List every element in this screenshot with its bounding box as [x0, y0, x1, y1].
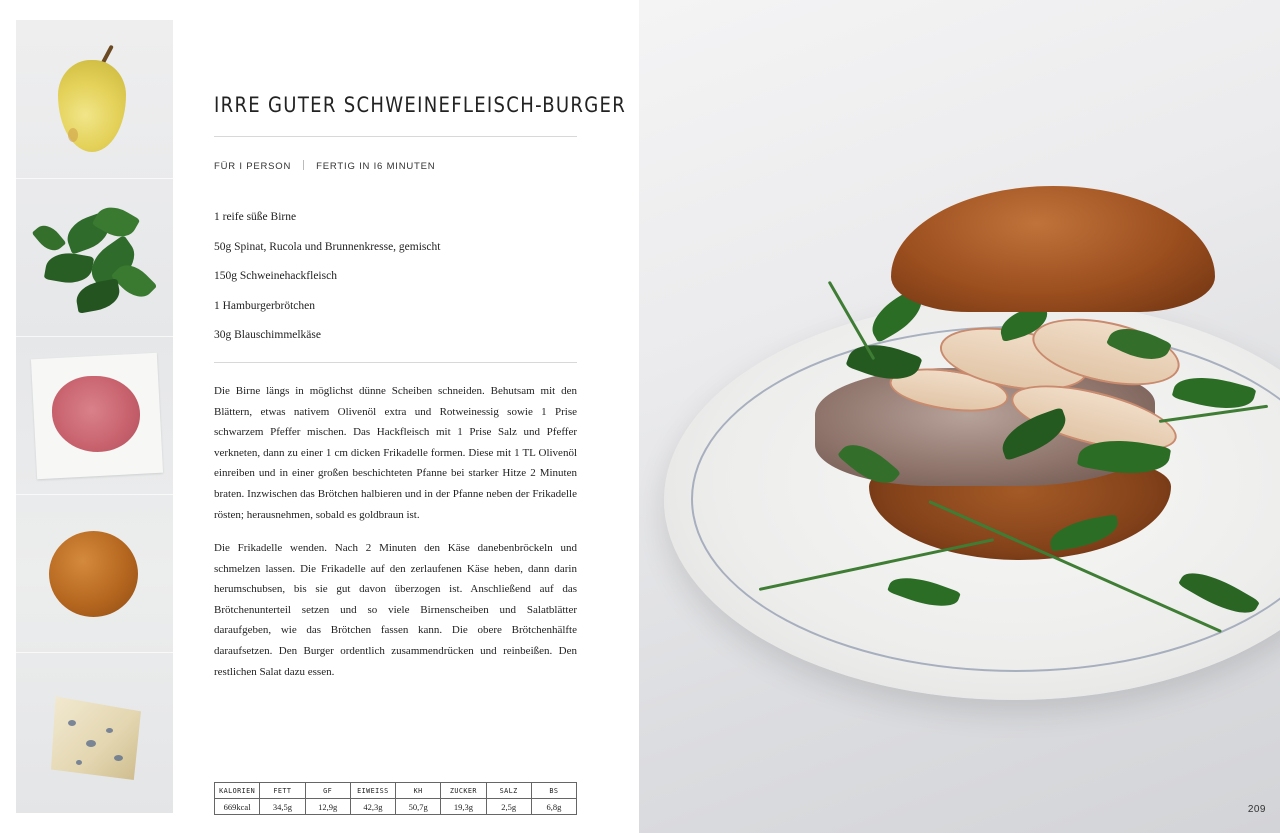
- nutrition-value: 2,5g: [486, 799, 531, 815]
- bun-top: [891, 186, 1215, 312]
- method-step-2: Die Frikadelle wenden. Nach 2 Minuten den Käse danebenbröckeln und schmelzen lassen. Die Frikadelle auf den zerlaufenen Käse heben, dann darin herumschubsen, bis sie gut davon überzogen ist. Anschließend auf das Brötchenunterteil setzen und so viele Birnenscheiben und Salatblätter daraufgeben, wie das Brötchen fassen kann. Die obere Brötchenhälfte daraufsetzen. Den Burger ordentlich zusammendrücken und reinbeißen. Den restlichen Salat dazu essen.: [214, 542, 577, 678]
- burger-photo: [639, 0, 1280, 833]
- ingredient-item: 150g Schweinehackfleisch: [214, 270, 337, 282]
- nutrition-header: BS: [531, 783, 576, 799]
- tile-divider: [16, 178, 173, 179]
- recipe-meta: [214, 160, 435, 172]
- tile-divider: [16, 336, 173, 337]
- page-number: 209: [1247, 804, 1266, 815]
- greens-icon: [26, 198, 166, 328]
- nutrition-header: ZUCKER: [441, 783, 486, 799]
- bun-icon: [49, 531, 138, 617]
- recipe-title: IRRE GUTER SCHWEINEFLEISCH-BURGER: [214, 93, 627, 117]
- ingredient-item: 30g Blauschimmelkäse: [214, 329, 321, 341]
- servings: FÜR I PERSON: [214, 161, 292, 172]
- title-rule: [214, 136, 577, 137]
- nutrition-value-row: [215, 799, 577, 815]
- tile-divider: [16, 494, 173, 495]
- nutrition-value: 669kcal: [215, 799, 260, 815]
- nutrition-value: 6,8g: [531, 799, 576, 815]
- ingredient-list: [214, 210, 577, 358]
- nutrition-value: 50,7g: [396, 799, 441, 815]
- nutrition-header: SALZ: [486, 783, 531, 799]
- ingredient-item: 50g Spinat, Rucola und Brunnenkresse, gemischt: [214, 240, 441, 253]
- ingredients-rule: [214, 362, 577, 363]
- nutrition-header-row: [215, 783, 577, 799]
- minced-pork-icon: [52, 376, 140, 452]
- nutrition-header: KH: [396, 783, 441, 799]
- meta-divider: [303, 160, 304, 170]
- ingredient-item: 1 Hamburgerbrötchen: [214, 299, 316, 312]
- nutrition-value: 34,5g: [260, 799, 305, 815]
- tile-divider: [16, 652, 173, 653]
- nutrition-value: 19,3g: [441, 799, 486, 815]
- method-step-1: Die Birne längs in möglichst dünne Scheiben schneiden. Behutsam mit den Blättern, etwas nativem Olivenöl extra und Rotweinessig sowie 1 Prise schwarzem Pfeffer mischen. Das Hackfleisch mit 1 Prise Salz und Pfeffer verkneten, dann zu einer 1 cm dicken Frikadelle formen. Diese mit 1 TL Olivenöl einreiben und in einer großen beschichteten Pfanne bei starker Hitze 2 Minuten braten. Inzwischen das Brötchen halbieren und in der Pfanne neben der Frikadelle rösten; herausnehmen, sobald es goldbraun ist.: [214, 385, 577, 521]
- nutrition-header: KALORIEN: [215, 783, 260, 799]
- nutrition-header: EIWEISS: [350, 783, 395, 799]
- nutrition-header: GF: [305, 783, 350, 799]
- nutrition-value: 42,3g: [350, 799, 395, 815]
- nutrition-header: FETT: [260, 783, 305, 799]
- nutrition-value: 12,9g: [305, 799, 350, 815]
- cook-time: FERTIG IN I6 MINUTEN: [316, 161, 436, 172]
- nutrition-table: [214, 782, 577, 815]
- ingredient-photo-strip: [16, 20, 173, 813]
- ingredient-item: 1 reife süße Birne: [214, 211, 297, 223]
